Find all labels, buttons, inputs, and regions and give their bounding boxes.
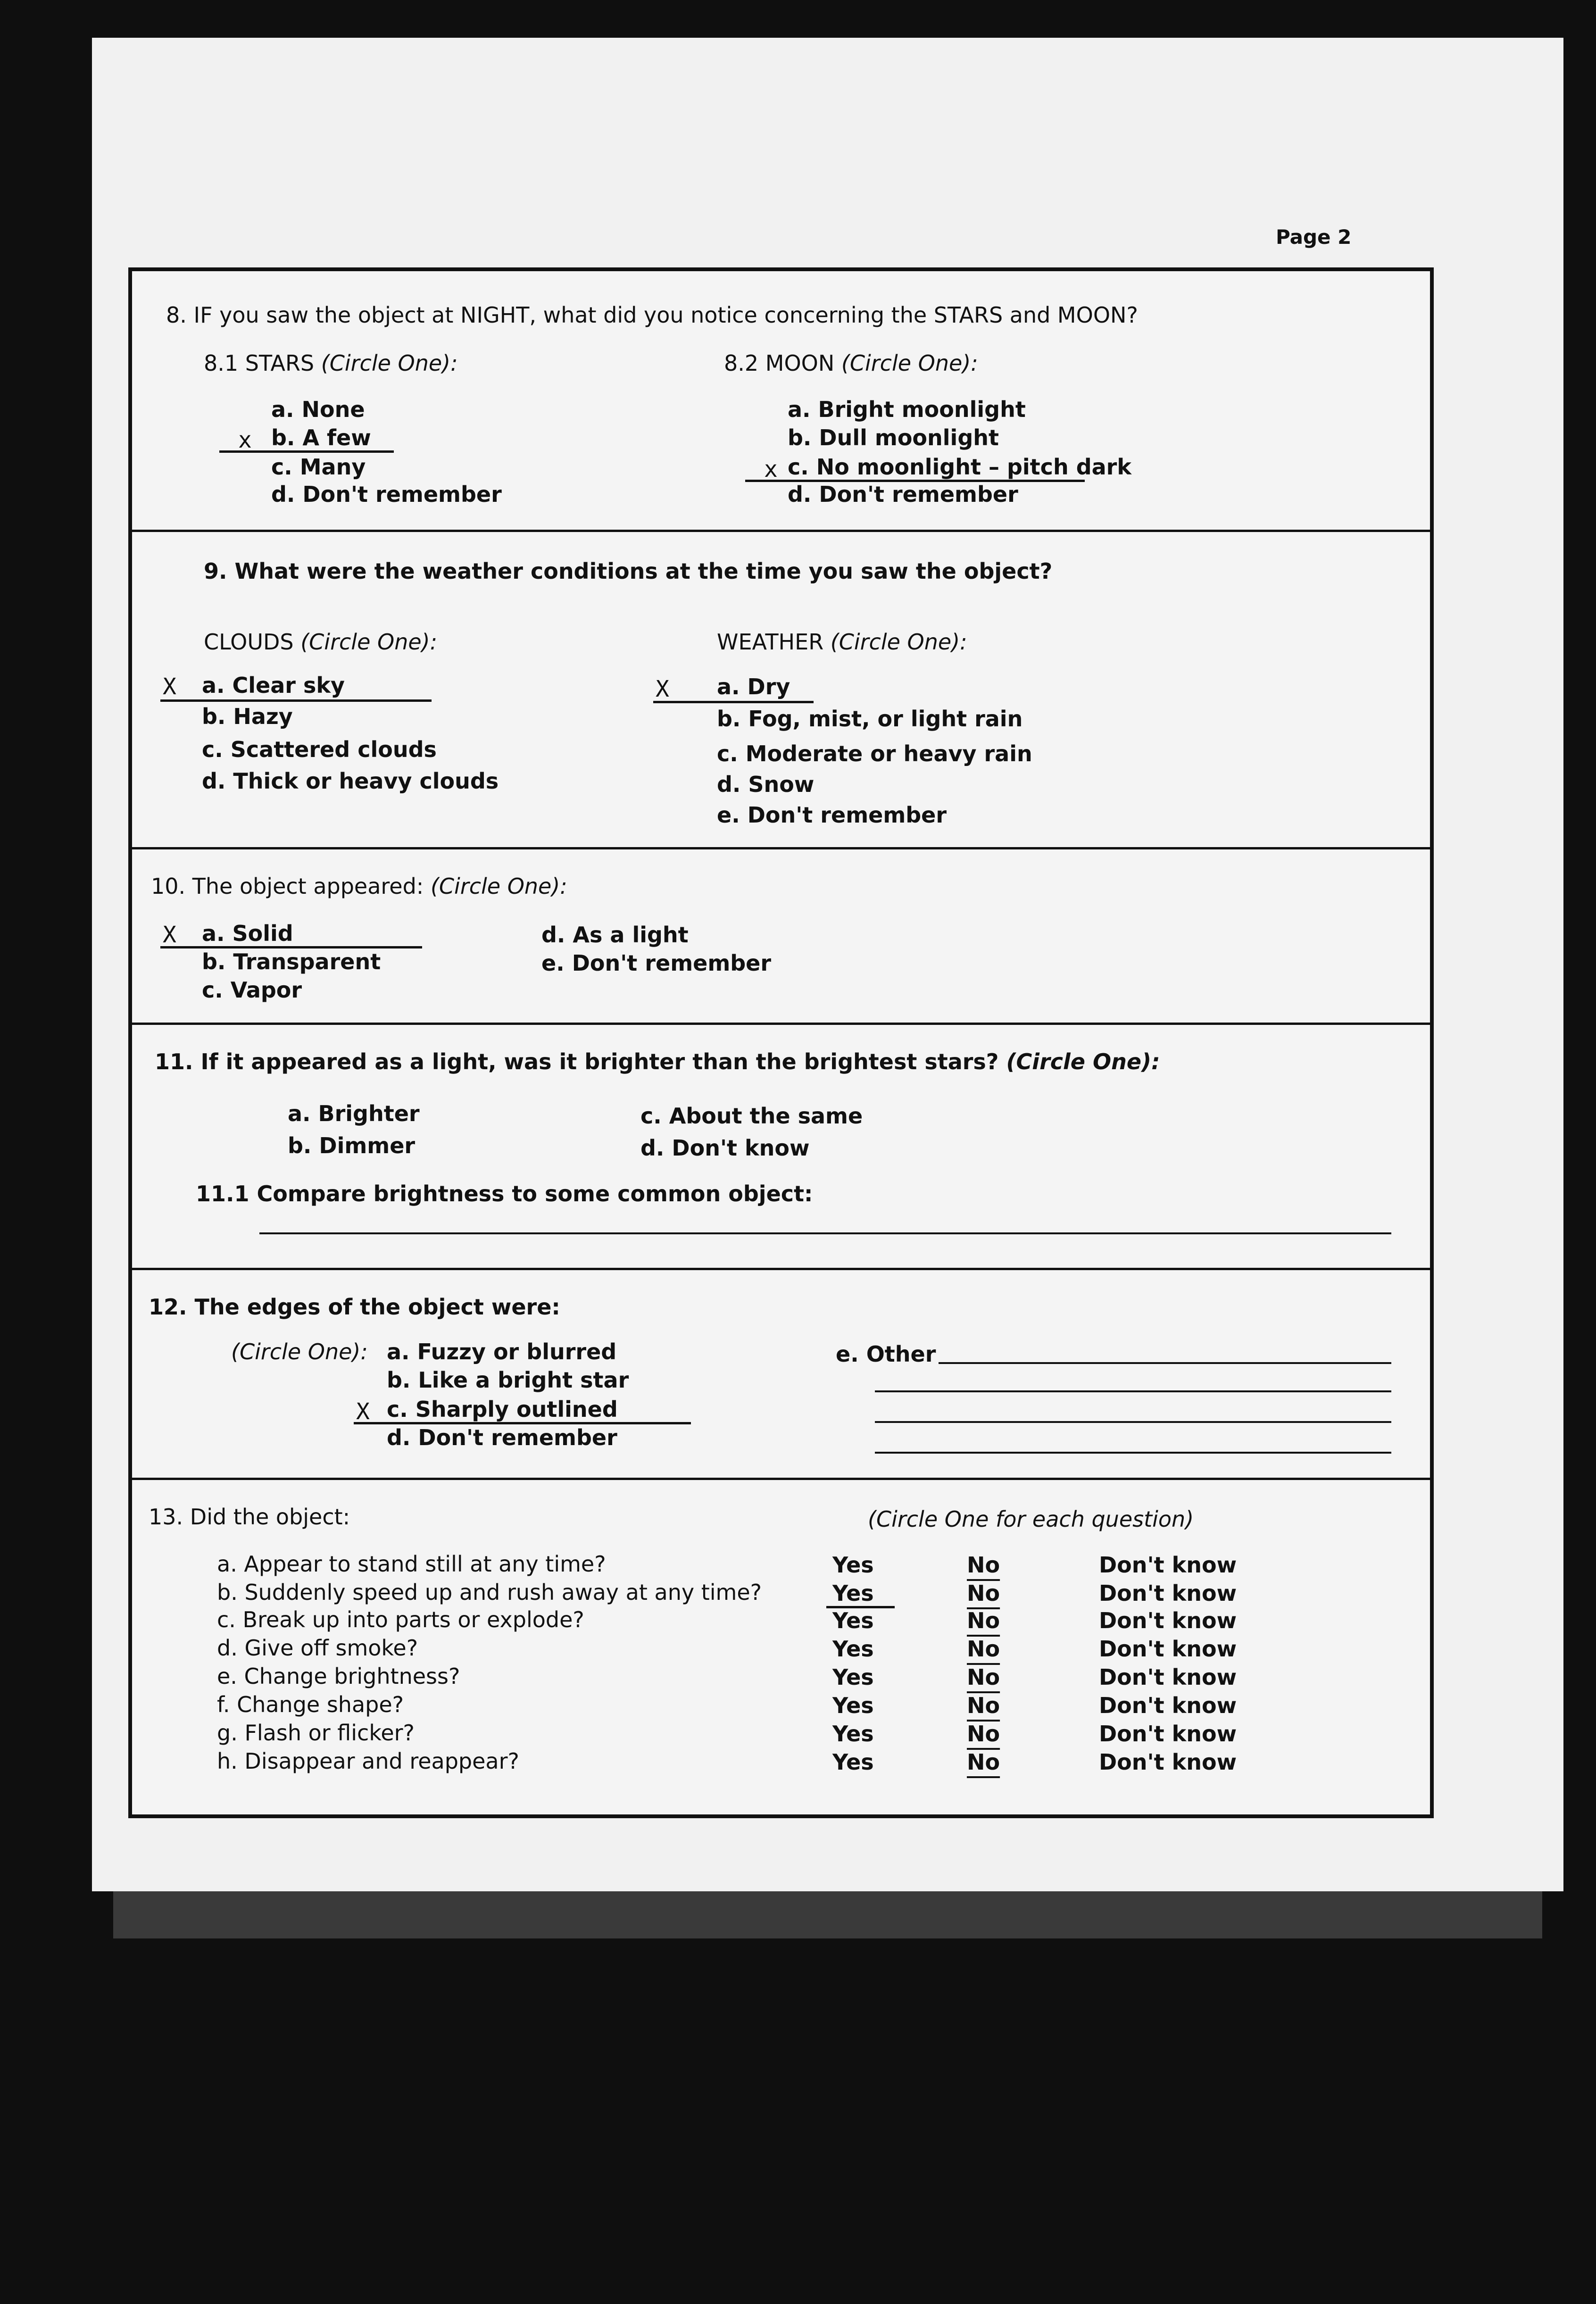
stars-selection-mark: x — [238, 427, 252, 453]
clouds-option-a[interactable]: a. Clear sky — [202, 673, 345, 698]
q13-circle-instruction: (Circle One for each question) — [868, 1506, 1194, 1532]
q13-question: 13. Did the object: — [149, 1504, 350, 1530]
stars-heading: 8.1 STARS (Circle One): — [204, 350, 458, 376]
weather-heading: WEATHER (Circle One): — [717, 629, 967, 655]
stars-option-d[interactable]: d. Don't remember — [271, 482, 502, 507]
q10-question: 10. The object appeared: (Circle One): — [151, 873, 567, 899]
q13-row-e-no[interactable]: No — [967, 1664, 1000, 1690]
q13-row-a-dont-know[interactable]: Don't know — [1099, 1552, 1237, 1578]
q11-option-b[interactable]: b. Dimmer — [288, 1133, 416, 1158]
q10-selection-mark: X — [163, 922, 176, 948]
moon-selection-mark: x — [764, 456, 778, 482]
q8-question: 8. IF you saw the object at NIGHT, what did you notice concerning the STARS and MOON? — [166, 302, 1138, 328]
moon-option-d[interactable]: d. Don't remember — [788, 482, 1018, 507]
weather-option-b[interactable]: b. Fog, mist, or light rain — [717, 706, 1023, 732]
clouds-option-c[interactable]: c. Scattered clouds — [202, 737, 437, 762]
q12-option-c[interactable]: c. Sharply outlined — [387, 1397, 618, 1422]
q13-row-d-dont-know[interactable]: Don't know — [1099, 1636, 1237, 1662]
q12-other-line-1[interactable] — [939, 1362, 1391, 1364]
q13-row-h-label: h. Disappear and reappear? — [217, 1748, 519, 1774]
moon-selection-underline — [745, 480, 1085, 482]
stars-option-c[interactable]: c. Many — [271, 454, 366, 480]
q10-option-e[interactable]: e. Don't remember — [541, 950, 772, 976]
section-q9 — [132, 532, 1430, 849]
q10-option-c[interactable]: c. Vapor — [202, 977, 302, 1003]
q13-row-b-label: b. Suddenly speed up and rush away at any time? — [217, 1580, 762, 1605]
q11-compare-answer-line[interactable] — [259, 1232, 1391, 1234]
stars-selection-underline — [219, 450, 394, 453]
q13-row-c-label: c. Break up into parts or explode? — [217, 1607, 584, 1632]
weather-selection-mark: X — [656, 676, 669, 702]
q13-row-d-yes[interactable]: Yes — [832, 1636, 874, 1662]
clouds-option-d[interactable]: d. Thick or heavy clouds — [202, 768, 499, 794]
q12-option-b[interactable]: b. Like a bright star — [387, 1367, 629, 1393]
q12-other-line-4[interactable] — [875, 1452, 1391, 1454]
q12-selection-mark: X — [356, 1398, 370, 1425]
q13-row-h-dont-know[interactable]: Don't know — [1099, 1749, 1237, 1775]
q12-option-a[interactable]: a. Fuzzy or blurred — [387, 1339, 617, 1364]
q10-option-d[interactable]: d. As a light — [541, 922, 689, 948]
moon-heading: 8.2 MOON (Circle One): — [724, 350, 978, 376]
q12-question: 12. The edges of the object were: — [149, 1294, 560, 1320]
q11-compare-label: 11.1 Compare brightness to some common object: — [196, 1181, 813, 1206]
section-q10 — [132, 849, 1430, 1025]
section-q8 — [132, 271, 1430, 532]
weather-option-c[interactable]: c. Moderate or heavy rain — [717, 741, 1032, 766]
q9-question: 9. What were the weather conditions at the time you saw the object? — [204, 558, 1053, 584]
moon-option-c[interactable]: c. No moonlight – pitch dark — [788, 454, 1131, 480]
moon-option-b[interactable]: b. Dull moonlight — [788, 425, 999, 450]
q13-row-f-yes[interactable]: Yes — [832, 1693, 874, 1718]
moon-option-a[interactable]: a. Bright moonlight — [788, 397, 1026, 422]
q13-row-f-dont-know[interactable]: Don't know — [1099, 1693, 1237, 1718]
q13-row-a-yes[interactable]: Yes — [832, 1552, 874, 1578]
q13-row-b-no[interactable]: No — [967, 1580, 1000, 1606]
weather-selection-underline — [653, 701, 814, 703]
q12-selection-underline — [354, 1422, 691, 1424]
q13-row-f-no[interactable]: No — [967, 1693, 1000, 1718]
weather-option-d[interactable]: d. Snow — [717, 772, 815, 797]
weather-option-a[interactable]: a. Dry — [717, 674, 790, 699]
section-q13 — [132, 1480, 1430, 1820]
q11-option-a[interactable]: a. Brighter — [288, 1101, 420, 1126]
q12-other-line-2[interactable] — [875, 1390, 1391, 1392]
stars-option-a[interactable]: a. None — [271, 397, 365, 422]
q13-row-h-no[interactable]: No — [967, 1749, 1000, 1775]
q13-row-c-no[interactable]: No — [967, 1608, 1000, 1633]
q13-row-e-label: e. Change brightness? — [217, 1664, 460, 1689]
q13-row-e-yes[interactable]: Yes — [832, 1664, 874, 1690]
q13-row-b-dont-know[interactable]: Don't know — [1099, 1580, 1237, 1606]
clouds-selection-mark: X — [163, 674, 176, 700]
section-q12 — [132, 1270, 1430, 1480]
q13-row-a-no[interactable]: No — [967, 1552, 1000, 1578]
q13-row-g-no[interactable]: No — [967, 1721, 1000, 1747]
stars-option-b[interactable]: b. A few — [271, 425, 371, 450]
q13-row-e-dont-know[interactable]: Don't know — [1099, 1664, 1237, 1690]
q10-option-b[interactable]: b. Transparent — [202, 949, 381, 974]
questionnaire-form — [128, 267, 1434, 1818]
q10-selection-underline — [160, 946, 422, 948]
clouds-heading: CLOUDS (Circle One): — [204, 629, 438, 655]
q13-row-a-label: a. Appear to stand still at any time? — [217, 1551, 606, 1577]
q12-option-d[interactable]: d. Don't remember — [387, 1425, 617, 1450]
q12-option-e-other[interactable]: e. Other — [836, 1341, 936, 1367]
q13-row-f-label: f. Change shape? — [217, 1692, 404, 1717]
back-sheet-edge — [113, 1891, 1542, 1938]
q13-row-c-yes[interactable]: Yes — [832, 1608, 874, 1633]
q12-other-line-3[interactable] — [875, 1421, 1391, 1423]
q12-circle-instruction: (Circle One): — [231, 1339, 368, 1364]
section-q11 — [132, 1025, 1430, 1270]
q13-row-g-label: g. Flash or flicker? — [217, 1720, 415, 1746]
q11-question: 11. If it appeared as a light, was it brighter than the brightest stars? (Circle One): — [155, 1049, 1160, 1074]
q11-option-d[interactable]: d. Don't know — [640, 1135, 810, 1161]
q13-row-h-yes[interactable]: Yes — [832, 1749, 874, 1775]
q13-row-c-dont-know[interactable]: Don't know — [1099, 1608, 1237, 1633]
q13-row-g-yes[interactable]: Yes — [832, 1721, 874, 1747]
clouds-selection-underline — [160, 699, 432, 702]
q13-row-d-no[interactable]: No — [967, 1636, 1000, 1662]
q13-row-b-yes[interactable]: Yes — [832, 1580, 874, 1606]
weather-option-e[interactable]: e. Don't remember — [717, 802, 947, 828]
clouds-option-b[interactable]: b. Hazy — [202, 704, 293, 729]
page-number: Page 2 — [1276, 225, 1352, 249]
q13-row-d-label: d. Give off smoke? — [217, 1635, 418, 1661]
q13-row-g-dont-know[interactable]: Don't know — [1099, 1721, 1237, 1747]
q10-option-a[interactable]: a. Solid — [202, 921, 293, 946]
q11-option-c[interactable]: c. About the same — [640, 1103, 863, 1129]
